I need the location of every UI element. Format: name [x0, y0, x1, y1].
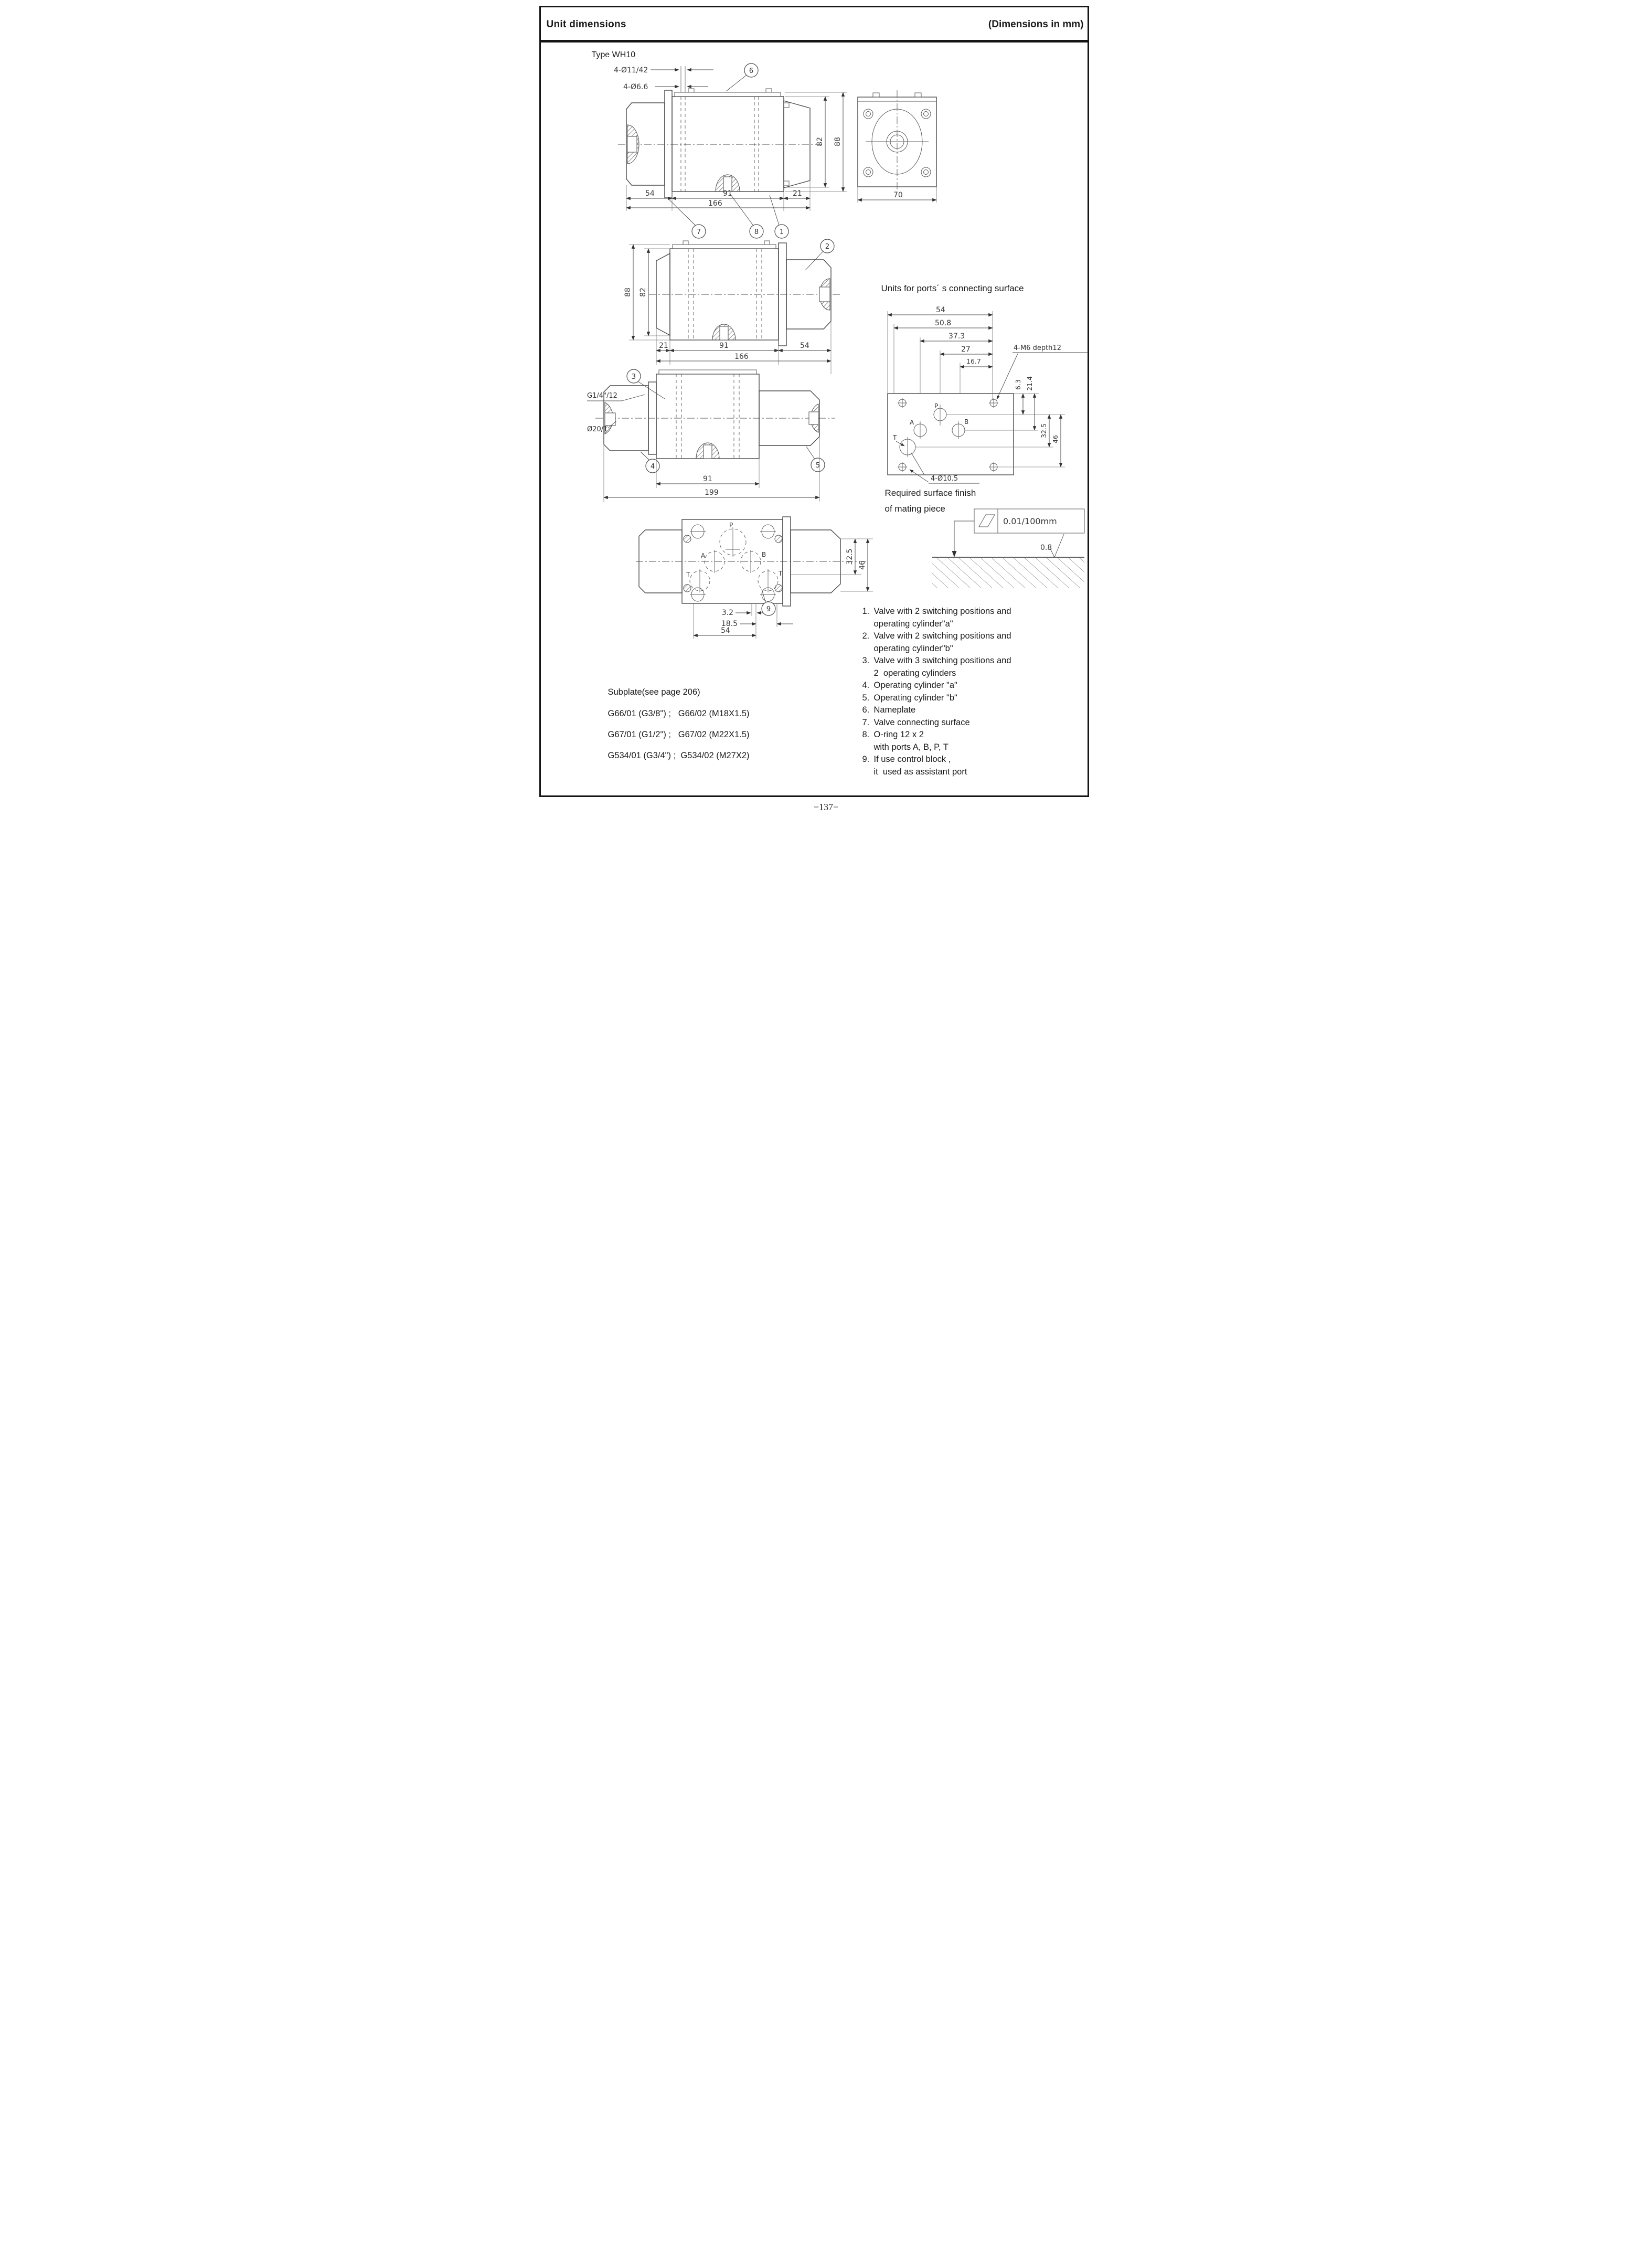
svg-text:3: 3 — [631, 373, 636, 381]
legend-item: 5. Operating cylinder "b" — [862, 693, 957, 703]
subplate-outline — [888, 394, 1014, 475]
dim-27: 27 — [961, 345, 971, 354]
svg-text:7: 7 — [696, 228, 701, 236]
port-label-t-right: T — [778, 570, 782, 577]
port-label-p: P — [934, 402, 938, 410]
dim-32-5: 32.5 — [1039, 423, 1048, 438]
dim-70: 70 — [893, 191, 903, 199]
dim-88: 88 — [623, 288, 632, 297]
hatched-surface — [932, 557, 1084, 588]
drawing-bottom-view — [636, 512, 882, 645]
svg-text:4: 4 — [650, 463, 655, 471]
dim-54: 54 — [720, 626, 730, 635]
bolt-holes — [898, 398, 998, 472]
drawing-ports-surface — [882, 302, 1092, 488]
dim-21-4: 21.4 — [1025, 376, 1033, 391]
flatness-value: 0.01/100mm — [1003, 516, 1057, 526]
port-label-b: B — [964, 418, 968, 426]
roughness-value: 0.8 — [1040, 544, 1052, 552]
dim-holes-6-6: 4-Ø6.6 — [623, 83, 648, 91]
surface-finish-line1: Required surface finish — [884, 488, 976, 498]
dim-166: 166 — [708, 199, 722, 208]
cylinder-a-bore — [627, 136, 637, 152]
subplate-row: G66/01 (G3/8") ; G66/02 (M18X1.5) — [607, 709, 750, 718]
dim-166: 166 — [734, 353, 749, 361]
dim-32-5: 32.5 — [845, 548, 854, 565]
port-label-b: B — [761, 551, 766, 558]
units-note: (Dimensions in mm) — [988, 19, 1084, 30]
legend-item: 9. If use control block , it used as assistant port — [862, 755, 967, 777]
legend-item: 6. Nameplate — [862, 705, 916, 715]
subplate-row: G534/01 (G3/4") ; G534/02 (M27X2) — [607, 751, 750, 760]
svg-text:8: 8 — [754, 228, 759, 236]
dim-91: 91 — [722, 189, 732, 198]
drawing-surface-finish — [924, 497, 1092, 592]
subplate-title: Subplate(see page 206) — [607, 687, 700, 697]
drawing-side-view-2 — [589, 239, 851, 380]
dim-46: 46 — [858, 560, 867, 570]
dim-46: 46 — [1051, 435, 1059, 443]
dim-88: 88 — [833, 137, 842, 146]
dim-54: 54 — [800, 342, 809, 350]
page-number: −137− — [813, 802, 839, 812]
dim-6-3: 6.3 — [1014, 379, 1022, 390]
label-4-o10-5: 4-Ø10.5 — [930, 475, 958, 483]
dim-54: 54 — [645, 189, 655, 198]
surface-finish-line2: of mating piece — [884, 504, 945, 514]
port-label-t: T — [892, 434, 897, 441]
dim-holes-11-42: 4-Ø11/42 — [613, 66, 648, 75]
type-label: Type WH10 — [591, 50, 636, 59]
svg-text:2: 2 — [825, 243, 829, 251]
dim-37-3: 37.3 — [948, 332, 965, 341]
dim-82: 82 — [815, 137, 824, 146]
legend-item: 7. Valve connecting surface — [862, 717, 970, 727]
port-label-a: A — [700, 552, 705, 559]
legend-item: 2. Valve with 2 switching positions and operating cylinder"b" — [862, 631, 1011, 653]
subplate-row: G67/01 (G1/2") ; G67/02 (M22X1.5) — [607, 730, 750, 739]
dim-21: 21 — [792, 189, 802, 198]
dim-199: 199 — [704, 488, 719, 497]
dim-18-5: 18.5 — [721, 620, 738, 628]
header-rule — [539, 40, 1089, 43]
svg-text:1: 1 — [779, 228, 784, 236]
legend-item: 1. Valve with 2 switching positions and operating cylinder"a" — [862, 607, 1011, 629]
port-label-a: A — [909, 419, 914, 426]
legend-item: 8. O-ring 12 x 2 with ports A, B, P, T — [862, 730, 948, 752]
svg-text:9: 9 — [766, 606, 771, 613]
svg-text:5: 5 — [815, 462, 820, 470]
svg-text:6: 6 — [749, 67, 753, 75]
flatness-symbol — [979, 515, 995, 527]
catalog-page — [520, 0, 1132, 830]
dim-50-8: 50.8 — [934, 319, 951, 327]
label-4-m6: 4-M6 depth12 — [1013, 344, 1061, 352]
dim-91: 91 — [719, 342, 729, 350]
page-title: Unit dimensions — [546, 19, 626, 30]
mounting-plate — [665, 90, 672, 198]
ports-surface-title: Units for ports´ s connecting surface — [881, 283, 1024, 293]
dim-54: 54 — [935, 306, 945, 314]
leader-arrow — [952, 551, 956, 557]
legend-item: 3. Valve with 3 switching positions and 2 operating cylinders — [862, 656, 1011, 678]
dim-82: 82 — [638, 288, 647, 297]
drawing-front-view — [851, 89, 951, 211]
drawing-side-view-3 — [586, 367, 880, 510]
subplate-info — [608, 687, 750, 772]
dim-3-2: 3.2 — [721, 609, 733, 617]
nameplate-plate — [659, 370, 756, 374]
drawing-side-view-1 — [589, 59, 851, 240]
dim-21: 21 — [658, 342, 668, 350]
legend-item: 4. Operating cylinder "a" — [862, 681, 957, 690]
nameplate-plate — [673, 245, 776, 249]
port-label-p: P — [729, 522, 733, 529]
dim-91: 91 — [702, 475, 712, 483]
label-bore-20: Ø20/1 — [587, 426, 607, 433]
nameplate-plate — [675, 92, 781, 97]
dim-16-7: 16.7 — [966, 357, 981, 365]
port-label-t-left: T — [686, 571, 690, 578]
label-g14-port: G1/4"/12 — [587, 392, 617, 400]
legend-list — [862, 606, 1093, 778]
